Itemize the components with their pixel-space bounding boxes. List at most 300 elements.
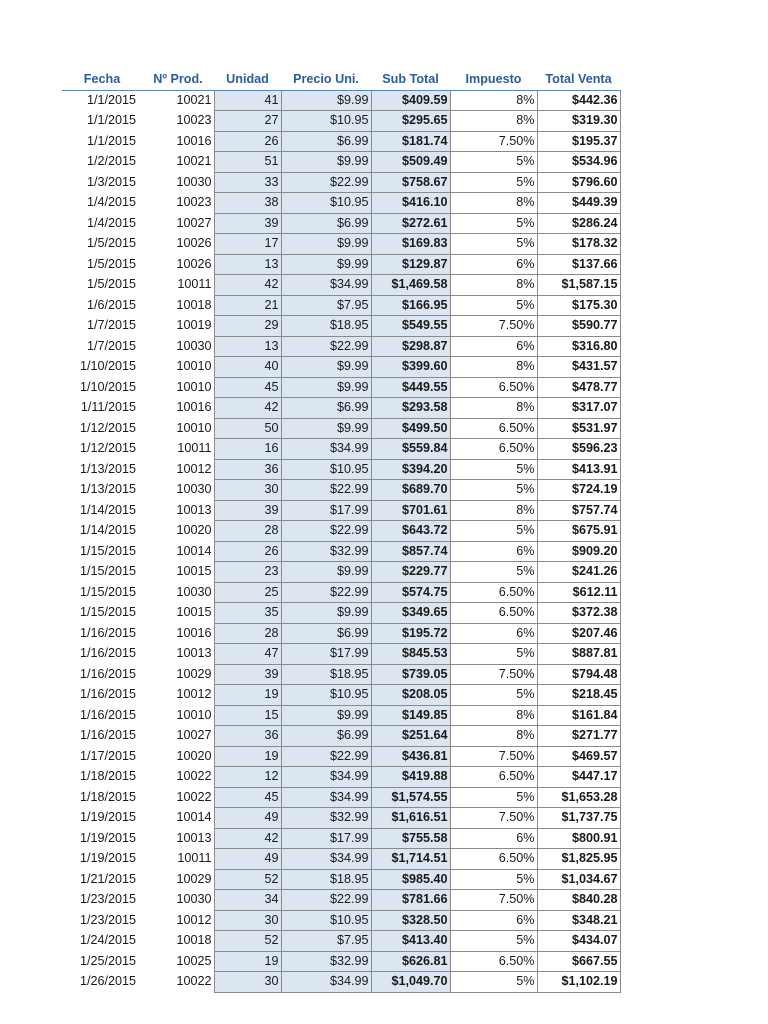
nro-prod-cell[interactable]: 10016: [176, 625, 212, 640]
precio-uni-cell[interactable]: $32.99: [281, 951, 371, 972]
sub-total-cell[interactable]: $166.95: [371, 295, 450, 316]
fecha-cell[interactable]: 1/15/2015: [79, 564, 136, 578]
precio-uni-cell[interactable]: $7.95: [281, 931, 371, 952]
nro-prod-cell[interactable]: 10010: [176, 707, 212, 722]
sub-total-cell[interactable]: $129.87: [371, 254, 450, 275]
impuesto-cell[interactable]: 5%: [450, 480, 537, 501]
precio-uni-cell[interactable]: $34.99: [281, 767, 371, 788]
impuesto-cell[interactable]: 5%: [450, 972, 537, 993]
fecha-cell[interactable]: 1/5/2015: [86, 236, 136, 250]
impuesto-cell[interactable]: 8%: [450, 193, 537, 214]
unidad-cell[interactable]: 30: [214, 910, 281, 931]
nro-prod-cell[interactable]: 10022: [176, 769, 212, 783]
impuesto-cell[interactable]: 7.50%: [450, 890, 537, 911]
nro-prod-cell[interactable]: 10011: [177, 441, 212, 455]
unidad-cell[interactable]: 28: [214, 521, 281, 542]
total-venta-cell[interactable]: $447.17: [537, 767, 620, 788]
precio-uni-cell[interactable]: $9.99: [281, 90, 371, 111]
precio-uni-cell[interactable]: $9.99: [281, 254, 371, 275]
total-venta-cell[interactable]: $531.97: [537, 418, 620, 439]
fecha-cell[interactable]: 1/5/2015: [86, 277, 136, 291]
impuesto-cell[interactable]: 8%: [450, 705, 537, 726]
impuesto-cell[interactable]: 6.50%: [450, 767, 537, 788]
nro-prod-cell[interactable]: 10023: [176, 113, 212, 127]
impuesto-cell[interactable]: 5%: [450, 459, 537, 480]
precio-uni-cell[interactable]: $22.99: [281, 521, 371, 542]
unidad-cell[interactable]: 52: [214, 931, 281, 952]
nro-prod-cell[interactable]: 10010: [176, 420, 212, 435]
sub-total-cell[interactable]: $1,049.70: [371, 972, 450, 993]
precio-uni-cell[interactable]: $18.95: [281, 664, 371, 685]
sub-total-cell[interactable]: $208.05: [371, 685, 450, 706]
precio-uni-cell[interactable]: $9.99: [281, 418, 371, 439]
unidad-cell[interactable]: 39: [214, 664, 281, 685]
sub-total-cell[interactable]: $1,616.51: [371, 808, 450, 829]
total-venta-cell[interactable]: $137.66: [537, 254, 620, 275]
impuesto-cell[interactable]: 5%: [450, 787, 537, 808]
total-venta-cell[interactable]: $534.96: [537, 152, 620, 173]
fecha-cell[interactable]: 1/6/2015: [86, 297, 136, 312]
sub-total-cell[interactable]: $298.87: [371, 336, 450, 357]
total-venta-cell[interactable]: $1,034.67: [537, 869, 620, 890]
sub-total-cell[interactable]: $758.67: [371, 172, 450, 193]
nro-prod-cell[interactable]: 10018: [176, 297, 212, 312]
total-venta-cell[interactable]: $794.48: [537, 664, 620, 685]
impuesto-cell[interactable]: 6.50%: [450, 377, 537, 398]
fecha-cell[interactable]: 1/4/2015: [86, 215, 136, 230]
precio-uni-cell[interactable]: $22.99: [281, 746, 371, 767]
total-venta-cell[interactable]: $800.91: [537, 828, 620, 849]
unidad-cell[interactable]: 39: [214, 213, 281, 234]
impuesto-cell[interactable]: 5%: [450, 685, 537, 706]
fecha-cell[interactable]: 1/21/2015: [79, 871, 136, 886]
total-venta-cell[interactable]: $1,102.19: [537, 972, 620, 993]
unidad-cell[interactable]: 42: [214, 398, 281, 419]
sub-total-cell[interactable]: $195.72: [371, 623, 450, 644]
sub-total-cell[interactable]: $559.84: [371, 439, 450, 460]
fecha-cell[interactable]: 1/1/2015: [86, 92, 136, 107]
impuesto-cell[interactable]: 5%: [450, 562, 537, 583]
impuesto-cell[interactable]: 6%: [450, 254, 537, 275]
nro-prod-cell[interactable]: 10030: [176, 482, 212, 496]
unidad-cell[interactable]: 29: [214, 316, 281, 337]
nro-prod-cell[interactable]: 10014: [176, 543, 212, 558]
fecha-cell[interactable]: 1/3/2015: [86, 174, 136, 189]
unidad-cell[interactable]: 35: [214, 603, 281, 624]
precio-uni-cell[interactable]: $10.95: [281, 685, 371, 706]
unidad-cell[interactable]: 12: [214, 767, 281, 788]
total-venta-cell[interactable]: $909.20: [537, 541, 620, 562]
impuesto-cell[interactable]: 6%: [450, 828, 537, 849]
unidad-cell[interactable]: 25: [214, 582, 281, 603]
unidad-cell[interactable]: 42: [214, 275, 281, 296]
impuesto-cell[interactable]: 8%: [450, 357, 537, 378]
impuesto-cell[interactable]: 8%: [450, 90, 537, 111]
precio-uni-cell[interactable]: $6.99: [281, 398, 371, 419]
sub-total-cell[interactable]: $689.70: [371, 480, 450, 501]
fecha-cell[interactable]: 1/14/2015: [79, 502, 136, 517]
precio-uni-cell[interactable]: $9.99: [281, 234, 371, 255]
fecha-cell[interactable]: 1/19/2015: [79, 810, 136, 824]
total-venta-cell[interactable]: $431.57: [537, 357, 620, 378]
fecha-cell[interactable]: 1/23/2015: [79, 912, 136, 927]
unidad-cell[interactable]: 30: [214, 972, 281, 993]
impuesto-cell[interactable]: 5%: [450, 234, 537, 255]
fecha-cell[interactable]: 1/12/2015: [79, 441, 136, 455]
impuesto-cell[interactable]: 8%: [450, 275, 537, 296]
precio-uni-cell[interactable]: $34.99: [281, 275, 371, 296]
impuesto-cell[interactable]: 6%: [450, 623, 537, 644]
unidad-cell[interactable]: 26: [214, 131, 281, 152]
fecha-cell[interactable]: 1/2/2015: [86, 154, 136, 168]
nro-prod-cell[interactable]: 10022: [176, 974, 212, 988]
precio-uni-cell[interactable]: $18.95: [281, 316, 371, 337]
sub-total-cell[interactable]: $1,714.51: [371, 849, 450, 870]
sub-total-cell[interactable]: $409.59: [371, 90, 450, 111]
fecha-cell[interactable]: 1/7/2015: [86, 318, 136, 332]
fecha-cell[interactable]: 1/26/2015: [79, 974, 136, 988]
impuesto-cell[interactable]: 6.50%: [450, 418, 537, 439]
impuesto-cell[interactable]: 8%: [450, 500, 537, 521]
total-venta-cell[interactable]: $1,737.75: [537, 808, 620, 829]
sub-total-cell[interactable]: $349.65: [371, 603, 450, 624]
fecha-cell[interactable]: 1/1/2015: [86, 133, 136, 148]
fecha-cell[interactable]: 1/4/2015: [86, 195, 136, 209]
impuesto-cell[interactable]: 7.50%: [450, 664, 537, 685]
fecha-cell[interactable]: 1/16/2015: [79, 625, 136, 640]
unidad-cell[interactable]: 41: [214, 90, 281, 111]
nro-prod-cell[interactable]: 10011: [177, 277, 212, 291]
fecha-cell[interactable]: 1/25/2015: [79, 953, 136, 968]
fecha-cell[interactable]: 1/24/2015: [79, 933, 136, 947]
fecha-cell[interactable]: 1/5/2015: [86, 256, 136, 271]
unidad-cell[interactable]: 28: [214, 623, 281, 644]
nro-prod-cell[interactable]: 10020: [176, 748, 212, 763]
fecha-cell[interactable]: 1/12/2015: [79, 420, 136, 435]
sub-total-cell[interactable]: $1,574.55: [371, 787, 450, 808]
nro-prod-cell[interactable]: 10026: [176, 256, 212, 271]
precio-uni-cell[interactable]: $9.99: [281, 377, 371, 398]
unidad-cell[interactable]: 19: [214, 746, 281, 767]
nro-prod-cell[interactable]: 10015: [176, 605, 212, 619]
nro-prod-cell[interactable]: 10012: [176, 687, 212, 701]
impuesto-cell[interactable]: 5%: [450, 521, 537, 542]
precio-uni-cell[interactable]: $9.99: [281, 705, 371, 726]
unidad-cell[interactable]: 45: [214, 377, 281, 398]
fecha-cell[interactable]: 1/11/2015: [80, 400, 136, 414]
precio-uni-cell[interactable]: $34.99: [281, 439, 371, 460]
precio-uni-cell[interactable]: $22.99: [281, 336, 371, 357]
total-venta-cell[interactable]: $241.26: [537, 562, 620, 583]
precio-uni-cell[interactable]: $10.95: [281, 910, 371, 931]
precio-uni-cell[interactable]: $10.95: [281, 193, 371, 214]
sub-total-cell[interactable]: $436.81: [371, 746, 450, 767]
nro-prod-cell[interactable]: 10030: [176, 584, 212, 599]
nro-prod-cell[interactable]: 10015: [176, 564, 212, 578]
unidad-cell[interactable]: 45: [214, 787, 281, 808]
fecha-cell[interactable]: 1/19/2015: [79, 851, 136, 865]
total-venta-cell[interactable]: $675.91: [537, 521, 620, 542]
total-venta-cell[interactable]: $434.07: [537, 931, 620, 952]
total-venta-cell[interactable]: $478.77: [537, 377, 620, 398]
total-venta-cell[interactable]: $271.77: [537, 726, 620, 747]
unidad-cell[interactable]: 19: [214, 951, 281, 972]
precio-uni-cell[interactable]: $9.99: [281, 357, 371, 378]
impuesto-cell[interactable]: 5%: [450, 213, 537, 234]
unidad-cell[interactable]: 15: [214, 705, 281, 726]
precio-uni-cell[interactable]: $32.99: [281, 541, 371, 562]
sub-total-cell[interactable]: $549.55: [371, 316, 450, 337]
impuesto-cell[interactable]: 7.50%: [450, 131, 537, 152]
precio-uni-cell[interactable]: $22.99: [281, 480, 371, 501]
nro-prod-cell[interactable]: 10013: [176, 830, 212, 845]
fecha-cell[interactable]: 1/17/2015: [79, 748, 136, 763]
precio-uni-cell[interactable]: $9.99: [281, 152, 371, 173]
nro-prod-cell[interactable]: 10030: [176, 174, 212, 189]
nro-prod-cell[interactable]: 10021: [176, 154, 212, 168]
nro-prod-cell[interactable]: 10027: [176, 215, 212, 230]
sub-total-cell[interactable]: $272.61: [371, 213, 450, 234]
sub-total-cell[interactable]: $499.50: [371, 418, 450, 439]
precio-uni-cell[interactable]: $6.99: [281, 131, 371, 152]
total-venta-cell[interactable]: $667.55: [537, 951, 620, 972]
sub-total-cell[interactable]: $229.77: [371, 562, 450, 583]
nro-prod-cell[interactable]: 10023: [176, 195, 212, 209]
fecha-cell[interactable]: 1/16/2015: [79, 707, 136, 722]
total-venta-cell[interactable]: $316.80: [537, 336, 620, 357]
nro-prod-cell[interactable]: 10025: [176, 953, 212, 968]
precio-uni-cell[interactable]: $9.99: [281, 562, 371, 583]
unidad-cell[interactable]: 36: [214, 459, 281, 480]
precio-uni-cell[interactable]: $6.99: [281, 213, 371, 234]
header-unidad[interactable]: Unidad: [214, 70, 281, 90]
precio-uni-cell[interactable]: $9.99: [281, 603, 371, 624]
nro-prod-cell[interactable]: 10013: [176, 502, 212, 517]
total-venta-cell[interactable]: $1,653.28: [537, 787, 620, 808]
impuesto-cell[interactable]: 5%: [450, 869, 537, 890]
nro-prod-cell[interactable]: 10019: [176, 318, 212, 332]
nro-prod-cell[interactable]: 10016: [176, 133, 212, 148]
total-venta-cell[interactable]: $413.91: [537, 459, 620, 480]
precio-uni-cell[interactable]: $10.95: [281, 459, 371, 480]
sub-total-cell[interactable]: $293.58: [371, 398, 450, 419]
total-venta-cell[interactable]: $348.21: [537, 910, 620, 931]
fecha-cell[interactable]: 1/14/2015: [79, 523, 136, 537]
nro-prod-cell[interactable]: 10029: [176, 871, 212, 886]
total-venta-cell[interactable]: $1,587.15: [537, 275, 620, 296]
unidad-cell[interactable]: 52: [214, 869, 281, 890]
precio-uni-cell[interactable]: $17.99: [281, 828, 371, 849]
fecha-cell[interactable]: 1/15/2015: [79, 543, 136, 558]
total-venta-cell[interactable]: $372.38: [537, 603, 620, 624]
precio-uni-cell[interactable]: $22.99: [281, 582, 371, 603]
impuesto-cell[interactable]: 6.50%: [450, 439, 537, 460]
precio-uni-cell[interactable]: $10.95: [281, 111, 371, 132]
precio-uni-cell[interactable]: $34.99: [281, 787, 371, 808]
fecha-cell[interactable]: 1/7/2015: [86, 338, 136, 353]
fecha-cell[interactable]: 1/10/2015: [79, 379, 136, 394]
unidad-cell[interactable]: 27: [214, 111, 281, 132]
unidad-cell[interactable]: 47: [214, 644, 281, 665]
impuesto-cell[interactable]: 7.50%: [450, 746, 537, 767]
total-venta-cell[interactable]: $590.77: [537, 316, 620, 337]
header-total-venta[interactable]: Total Venta: [537, 70, 620, 90]
impuesto-cell[interactable]: 6.50%: [450, 582, 537, 603]
total-venta-cell[interactable]: $757.74: [537, 500, 620, 521]
impuesto-cell[interactable]: 5%: [450, 172, 537, 193]
sub-total-cell[interactable]: $419.88: [371, 767, 450, 788]
nro-prod-cell[interactable]: 10011: [177, 851, 212, 865]
header-nro-prod[interactable]: Nº Prod.: [142, 70, 214, 90]
precio-uni-cell[interactable]: $22.99: [281, 890, 371, 911]
sub-total-cell[interactable]: $845.53: [371, 644, 450, 665]
sub-total-cell[interactable]: $394.20: [371, 459, 450, 480]
impuesto-cell[interactable]: 5%: [450, 152, 537, 173]
unidad-cell[interactable]: 40: [214, 357, 281, 378]
total-venta-cell[interactable]: $724.19: [537, 480, 620, 501]
total-venta-cell[interactable]: $442.36: [537, 90, 620, 111]
total-venta-cell[interactable]: $161.84: [537, 705, 620, 726]
fecha-cell[interactable]: 1/16/2015: [79, 728, 136, 742]
nro-prod-cell[interactable]: 10010: [176, 379, 212, 394]
fecha-cell[interactable]: 1/15/2015: [79, 584, 136, 599]
sub-total-cell[interactable]: $857.74: [371, 541, 450, 562]
sub-total-cell[interactable]: $739.05: [371, 664, 450, 685]
sub-total-cell[interactable]: $574.75: [371, 582, 450, 603]
total-venta-cell[interactable]: $207.46: [537, 623, 620, 644]
precio-uni-cell[interactable]: $32.99: [281, 808, 371, 829]
unidad-cell[interactable]: 19: [214, 685, 281, 706]
unidad-cell[interactable]: 49: [214, 849, 281, 870]
fecha-cell[interactable]: 1/1/2015: [86, 113, 136, 127]
sub-total-cell[interactable]: $295.65: [371, 111, 450, 132]
unidad-cell[interactable]: 16: [214, 439, 281, 460]
fecha-cell[interactable]: 1/16/2015: [79, 646, 136, 660]
total-venta-cell[interactable]: $612.11: [537, 582, 620, 603]
total-venta-cell[interactable]: $840.28: [537, 890, 620, 911]
fecha-cell[interactable]: 1/18/2015: [79, 769, 136, 783]
impuesto-cell[interactable]: 8%: [450, 726, 537, 747]
precio-uni-cell[interactable]: $7.95: [281, 295, 371, 316]
impuesto-cell[interactable]: 6.50%: [450, 951, 537, 972]
unidad-cell[interactable]: 23: [214, 562, 281, 583]
fecha-cell[interactable]: 1/19/2015: [79, 830, 136, 845]
unidad-cell[interactable]: 33: [214, 172, 281, 193]
unidad-cell[interactable]: 49: [214, 808, 281, 829]
sub-total-cell[interactable]: $413.40: [371, 931, 450, 952]
total-venta-cell[interactable]: $319.30: [537, 111, 620, 132]
sub-total-cell[interactable]: $643.72: [371, 521, 450, 542]
precio-uni-cell[interactable]: $17.99: [281, 644, 371, 665]
sub-total-cell[interactable]: $169.83: [371, 234, 450, 255]
nro-prod-cell[interactable]: 10021: [176, 92, 212, 107]
precio-uni-cell[interactable]: $6.99: [281, 726, 371, 747]
nro-prod-cell[interactable]: 10029: [176, 666, 212, 681]
unidad-cell[interactable]: 36: [214, 726, 281, 747]
fecha-cell[interactable]: 1/10/2015: [79, 359, 136, 373]
unidad-cell[interactable]: 38: [214, 193, 281, 214]
nro-prod-cell[interactable]: 10027: [176, 728, 212, 742]
header-impuesto[interactable]: Impuesto: [450, 70, 537, 90]
precio-uni-cell[interactable]: $6.99: [281, 623, 371, 644]
total-venta-cell[interactable]: $286.24: [537, 213, 620, 234]
unidad-cell[interactable]: 30: [214, 480, 281, 501]
fecha-cell[interactable]: 1/13/2015: [79, 482, 136, 496]
total-venta-cell[interactable]: $887.81: [537, 644, 620, 665]
nro-prod-cell[interactable]: 10030: [176, 338, 212, 353]
sub-total-cell[interactable]: $149.85: [371, 705, 450, 726]
sub-total-cell[interactable]: $781.66: [371, 890, 450, 911]
unidad-cell[interactable]: 26: [214, 541, 281, 562]
sub-total-cell[interactable]: $416.10: [371, 193, 450, 214]
header-precio-uni[interactable]: Precio Uni.: [281, 70, 371, 90]
total-venta-cell[interactable]: $218.45: [537, 685, 620, 706]
impuesto-cell[interactable]: 6%: [450, 541, 537, 562]
nro-prod-cell[interactable]: 10018: [176, 933, 212, 947]
header-sub-total[interactable]: Sub Total: [371, 70, 450, 90]
precio-uni-cell[interactable]: $34.99: [281, 972, 371, 993]
nro-prod-cell[interactable]: 10012: [176, 912, 212, 927]
sub-total-cell[interactable]: $251.64: [371, 726, 450, 747]
unidad-cell[interactable]: 13: [214, 254, 281, 275]
sub-total-cell[interactable]: $985.40: [371, 869, 450, 890]
fecha-cell[interactable]: 1/18/2015: [79, 789, 136, 804]
fecha-cell[interactable]: 1/15/2015: [79, 605, 136, 619]
impuesto-cell[interactable]: 5%: [450, 931, 537, 952]
precio-uni-cell[interactable]: $17.99: [281, 500, 371, 521]
sub-total-cell[interactable]: $626.81: [371, 951, 450, 972]
total-venta-cell[interactable]: $178.32: [537, 234, 620, 255]
nro-prod-cell[interactable]: 10010: [176, 359, 212, 373]
total-venta-cell[interactable]: $175.30: [537, 295, 620, 316]
impuesto-cell[interactable]: 7.50%: [450, 808, 537, 829]
precio-uni-cell[interactable]: $22.99: [281, 172, 371, 193]
unidad-cell[interactable]: 34: [214, 890, 281, 911]
total-venta-cell[interactable]: $1,825.95: [537, 849, 620, 870]
fecha-cell[interactable]: 1/16/2015: [79, 666, 136, 681]
impuesto-cell[interactable]: 6.50%: [450, 603, 537, 624]
total-venta-cell[interactable]: $449.39: [537, 193, 620, 214]
nro-prod-cell[interactable]: 10013: [176, 646, 212, 660]
nro-prod-cell[interactable]: 10022: [176, 789, 212, 804]
impuesto-cell[interactable]: 6%: [450, 336, 537, 357]
impuesto-cell[interactable]: 5%: [450, 644, 537, 665]
unidad-cell[interactable]: 39: [214, 500, 281, 521]
sub-total-cell[interactable]: $399.60: [371, 357, 450, 378]
nro-prod-cell[interactable]: 10020: [176, 523, 212, 537]
nro-prod-cell[interactable]: 10016: [176, 400, 212, 414]
sub-total-cell[interactable]: $328.50: [371, 910, 450, 931]
impuesto-cell[interactable]: 8%: [450, 111, 537, 132]
impuesto-cell[interactable]: 7.50%: [450, 316, 537, 337]
fecha-cell[interactable]: 1/16/2015: [79, 687, 136, 701]
impuesto-cell[interactable]: 5%: [450, 295, 537, 316]
nro-prod-cell[interactable]: 10014: [176, 810, 212, 824]
total-venta-cell[interactable]: $469.57: [537, 746, 620, 767]
total-venta-cell[interactable]: $596.23: [537, 439, 620, 460]
fecha-cell[interactable]: 1/13/2015: [79, 461, 136, 476]
unidad-cell[interactable]: 13: [214, 336, 281, 357]
sub-total-cell[interactable]: $755.58: [371, 828, 450, 849]
total-venta-cell[interactable]: $796.60: [537, 172, 620, 193]
sub-total-cell[interactable]: $449.55: [371, 377, 450, 398]
sub-total-cell[interactable]: $701.61: [371, 500, 450, 521]
total-venta-cell[interactable]: $195.37: [537, 131, 620, 152]
nro-prod-cell[interactable]: 10026: [176, 236, 212, 250]
nro-prod-cell[interactable]: 10012: [176, 461, 212, 476]
impuesto-cell[interactable]: 6.50%: [450, 849, 537, 870]
impuesto-cell[interactable]: 8%: [450, 398, 537, 419]
